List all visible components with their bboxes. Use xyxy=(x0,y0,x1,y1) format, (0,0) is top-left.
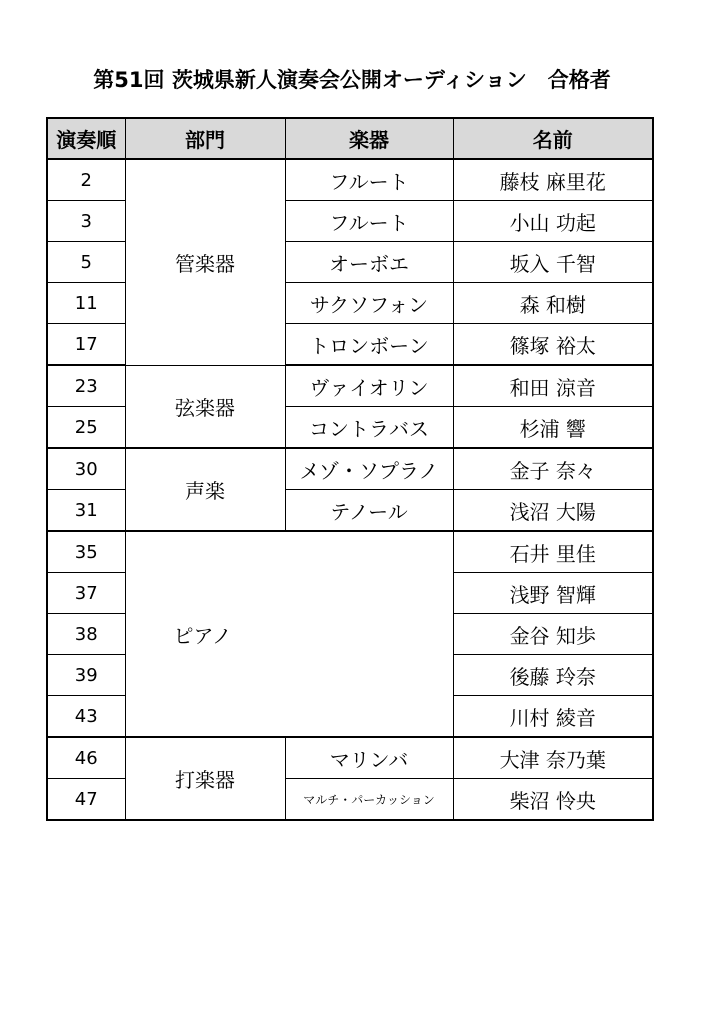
instrument-cell: マリンバ xyxy=(285,737,453,779)
name-cell: 柴沼 怜央 xyxy=(453,779,653,821)
table-row xyxy=(47,365,653,407)
name-cell: 和田 涼音 xyxy=(453,365,653,407)
order-cell: 5 xyxy=(47,242,125,283)
table-row xyxy=(47,737,653,779)
name-cell: 藤枝 麻里花 xyxy=(453,159,653,201)
order-cell: 25 xyxy=(47,407,125,449)
instrument-cell: コントラバス xyxy=(285,407,453,449)
order-cell: 38 xyxy=(47,614,125,655)
name-cell: 小山 功起 xyxy=(453,201,653,242)
name-cell: 川村 綾音 xyxy=(453,696,653,738)
order-cell: 46 xyxy=(47,737,125,779)
table-row xyxy=(47,448,653,490)
instrument-cell: テノール xyxy=(285,490,453,532)
header-instrument: 楽器 xyxy=(285,118,453,159)
name-cell: 森 和樹 xyxy=(453,283,653,324)
name-cell: 大津 奈乃葉 xyxy=(453,737,653,779)
category-cell-strings: 弦楽器 xyxy=(125,365,285,448)
category-cell-percussion: 打楽器 xyxy=(125,737,285,820)
name-cell: 篠塚 裕太 xyxy=(453,324,653,366)
order-cell: 35 xyxy=(47,531,125,573)
order-cell: 3 xyxy=(47,201,125,242)
instrument-cell: メゾ・ソプラノ xyxy=(285,448,453,490)
order-cell: 31 xyxy=(47,490,125,532)
order-cell: 17 xyxy=(47,324,125,366)
order-cell: 43 xyxy=(47,696,125,738)
name-cell: 杉浦 響 xyxy=(453,407,653,449)
category-cell-vocal: 声楽 xyxy=(125,448,285,531)
name-cell: 後藤 玲奈 xyxy=(453,655,653,696)
name-cell: 石井 里佳 xyxy=(453,531,653,573)
table-row xyxy=(47,531,653,573)
order-cell: 23 xyxy=(47,365,125,407)
name-cell: 浅沼 大陽 xyxy=(453,490,653,532)
order-cell: 47 xyxy=(47,779,125,821)
name-cell: 浅野 智輝 xyxy=(453,573,653,614)
category-cell-winds: 管楽器 xyxy=(125,159,285,365)
header-category: 部門 xyxy=(125,118,285,159)
instrument-cell: フルート xyxy=(285,159,453,201)
name-cell: 金子 奈々 xyxy=(453,448,653,490)
header-name: 名前 xyxy=(453,118,653,159)
instrument-cell: フルート xyxy=(285,201,453,242)
order-cell: 30 xyxy=(47,448,125,490)
page-title: 第51回 茨城県新人演奏会公開オーディション 合格者 xyxy=(93,68,611,92)
instrument-cell: ヴァイオリン xyxy=(285,365,453,407)
table-row xyxy=(47,159,653,201)
instrument-cell: オーボエ xyxy=(285,242,453,283)
results-table xyxy=(46,117,654,821)
order-cell: 2 xyxy=(47,159,125,201)
order-cell: 11 xyxy=(47,283,125,324)
header-order: 演奏順 xyxy=(47,118,125,159)
order-cell: 39 xyxy=(47,655,125,696)
order-cell: 37 xyxy=(47,573,125,614)
category-cell-piano: ピアノ xyxy=(125,531,453,737)
name-cell: 坂入 千智 xyxy=(453,242,653,283)
instrument-cell: トロンボーン xyxy=(285,324,453,366)
instrument-cell: マルチ・パーカッション xyxy=(285,779,453,821)
name-cell: 金谷 知歩 xyxy=(453,614,653,655)
instrument-cell: サクソフォン xyxy=(285,283,453,324)
table-header-row xyxy=(47,118,653,159)
